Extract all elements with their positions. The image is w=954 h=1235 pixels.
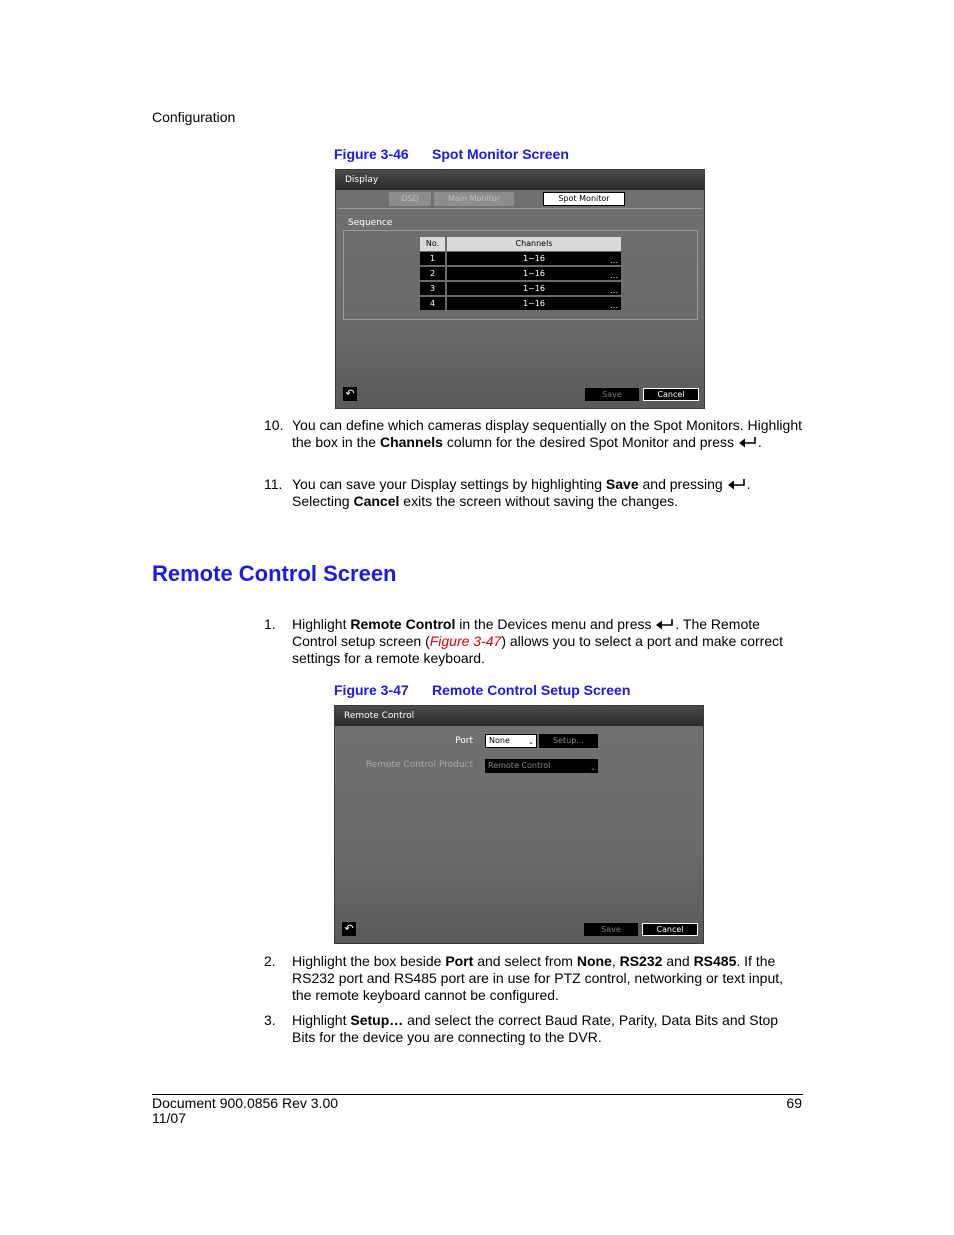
step-text xyxy=(292,417,804,451)
text-run: . The Remote Control setup screen ( xyxy=(292,616,760,649)
emphasis: Port xyxy=(445,953,474,969)
page-number: 69 xyxy=(786,1095,802,1111)
emphasis: Remote Control xyxy=(350,616,456,632)
text-run: Highlight xyxy=(292,1012,351,1028)
figure-title: Spot Monitor Screen xyxy=(432,146,569,162)
emphasis: None xyxy=(576,953,612,969)
step-1 xyxy=(264,616,804,668)
text-run: You can define which cameras display sequentially on the Spot Monitors. Highlight the box in the xyxy=(292,417,803,450)
text-run: ) allows you to select a port and make correct settings for a remote keyboard. xyxy=(292,633,784,666)
text-run: exits the screen without saving the changes. xyxy=(399,493,679,509)
step-3 xyxy=(264,1012,804,1048)
step-text xyxy=(292,1012,804,1046)
channels-cell[interactable] xyxy=(447,267,621,280)
step-text xyxy=(292,953,804,1004)
step-2 xyxy=(264,953,804,1005)
footer-document-id: Document 900.0856 Rev 3.00 xyxy=(152,1095,339,1111)
row-number: 1 xyxy=(420,252,445,265)
text-run: , xyxy=(611,953,620,969)
footer-date: 11/07 xyxy=(152,1110,186,1126)
text-run: . If the RS232 port and RS485 port are in use for PTZ control, networking or text input, the remote keyboard cannot be configured. xyxy=(292,953,784,1003)
remote-control-product-dropdown[interactable] xyxy=(485,759,598,773)
figure-caption xyxy=(334,146,569,162)
row-number: 3 xyxy=(420,282,445,295)
text-run: column for the desired Spot Monitor and press xyxy=(442,434,738,450)
step-text xyxy=(292,616,804,667)
emphasis: Channels xyxy=(379,434,443,450)
tab-divider xyxy=(338,208,702,209)
remote-control-product-label: Remote Control Product xyxy=(365,760,473,770)
screen-body xyxy=(335,726,703,943)
text-run: in the Devices menu and press xyxy=(455,616,656,632)
cancel-button[interactable]: Cancel xyxy=(642,923,698,936)
text-run: You can save your Display settings by highlighting xyxy=(292,476,606,492)
remote-control-setup-screen xyxy=(334,705,704,944)
column-header-no: No. xyxy=(420,237,445,251)
cancel-button[interactable]: Cancel xyxy=(643,388,699,401)
product-value: Remote Control xyxy=(488,761,551,770)
channels-value: 1~16 xyxy=(523,254,545,263)
column-header-channels: Channels xyxy=(447,237,621,251)
enter-key-icon xyxy=(727,478,747,491)
enter-key-icon xyxy=(738,436,758,449)
chevron-down-icon: ⌄ xyxy=(590,764,596,772)
save-button[interactable]: Save xyxy=(585,388,639,401)
text-run: . xyxy=(757,434,762,450)
row-number: 2 xyxy=(420,267,445,280)
more-indicator: ... xyxy=(610,286,618,295)
step-number: 11. xyxy=(264,476,283,492)
more-indicator: ... xyxy=(610,256,618,265)
tab-osd[interactable]: OSD xyxy=(389,192,431,206)
channels-value: 1~16 xyxy=(523,299,545,308)
figure-title: Remote Control Setup Screen xyxy=(432,682,631,698)
back-arrow-icon[interactable]: ↶ xyxy=(342,922,356,936)
row-number: 4 xyxy=(420,297,445,310)
step-number: 3. xyxy=(264,1012,276,1028)
channels-value: 1~16 xyxy=(523,284,545,293)
port-value: None xyxy=(489,736,510,745)
sequence-label: Sequence xyxy=(348,218,393,228)
emphasis: Setup… xyxy=(350,1012,404,1028)
window-title: Display xyxy=(336,170,704,190)
channels-cell[interactable] xyxy=(447,282,621,295)
channels-value: 1~16 xyxy=(523,269,545,278)
window-title: Remote Control xyxy=(335,706,703,726)
channels-cell[interactable] xyxy=(447,252,621,265)
text-run: and select the correct Baud Rate, Parity, Data Bits and Stop Bits for the device you are connecting to the DVR. xyxy=(292,1012,779,1045)
step-number: 1. xyxy=(264,616,276,632)
tab-main-monitor[interactable]: Main Monitor xyxy=(434,192,514,206)
text-run: and pressing xyxy=(638,476,727,492)
setup-button[interactable]: Setup... xyxy=(539,734,598,748)
section-heading: Remote Control Screen xyxy=(152,561,397,586)
step-text xyxy=(292,476,804,510)
step-number: 2. xyxy=(264,953,276,969)
text-run: and xyxy=(662,953,694,969)
emphasis: RS485 xyxy=(693,953,737,969)
text-run: . Selecting xyxy=(292,476,751,509)
channels-cell[interactable] xyxy=(447,297,621,310)
chevron-down-icon: ⌄ xyxy=(528,738,534,746)
screen-body xyxy=(336,190,704,408)
text-run: Highlight the box beside xyxy=(292,953,446,969)
more-indicator: ... xyxy=(610,271,618,280)
spot-monitor-screen xyxy=(335,169,705,409)
port-label: Port xyxy=(455,736,473,746)
text-run: and select from xyxy=(473,953,577,969)
save-button[interactable]: Save xyxy=(584,923,638,936)
enter-key-icon xyxy=(655,618,675,631)
port-dropdown[interactable] xyxy=(485,734,537,748)
tab-spot-monitor[interactable]: Spot Monitor xyxy=(543,192,625,206)
emphasis: Save xyxy=(605,476,639,492)
back-arrow-icon[interactable]: ↶ xyxy=(343,387,357,401)
step-10 xyxy=(264,417,804,469)
figure-number: Figure 3-47 xyxy=(334,682,409,698)
running-header: Configuration xyxy=(152,109,236,125)
figure-reference-link[interactable]: Figure 3-47 xyxy=(429,633,502,649)
step-number: 10. xyxy=(264,417,284,433)
figure-number: Figure 3-46 xyxy=(334,146,409,162)
figure-caption xyxy=(334,682,630,698)
emphasis: Cancel xyxy=(353,493,400,509)
text-run: Highlight xyxy=(292,616,351,632)
emphasis: RS232 xyxy=(619,953,663,969)
step-11 xyxy=(264,476,804,512)
more-indicator: ... xyxy=(610,301,618,310)
